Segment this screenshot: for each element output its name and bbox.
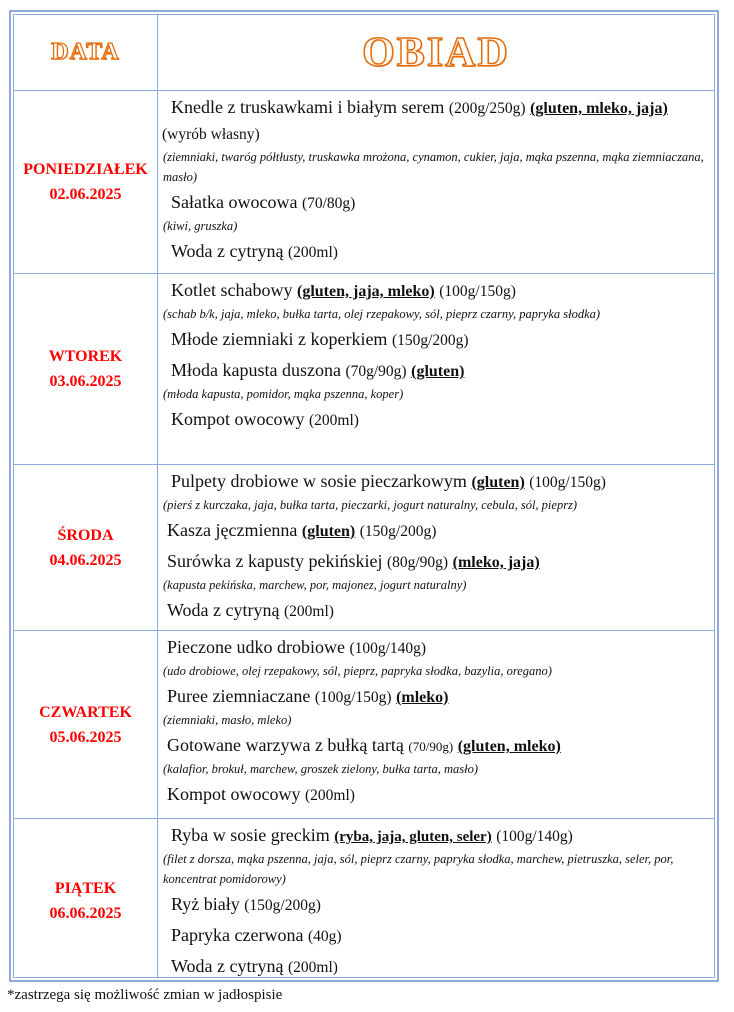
- footnote: *zastrzega się możliwość zmian w jadłospisie: [7, 987, 283, 1003]
- dish-name: Młoda kapusta duszona: [171, 360, 341, 380]
- dish-ingredients: (kapusta pekińska, marchew, por, majonez, jogurt naturalny): [163, 578, 467, 592]
- menu-items: [162, 95, 708, 265]
- dish-quantity: (200ml): [288, 959, 338, 976]
- dish: [162, 95, 708, 147]
- dish: [171, 327, 708, 353]
- day-row-thursday: [14, 631, 714, 819]
- day-date: 05.06.2025: [49, 728, 122, 746]
- dish-ingredients: (młoda kapusta, pomidor, mąka pszenna, koper): [163, 387, 404, 401]
- dish: [167, 733, 708, 759]
- dish-quantity: (200ml): [309, 412, 359, 429]
- dish-name: Kompot owocowy: [171, 409, 305, 429]
- dish-quantity: (100g/150g): [529, 474, 606, 491]
- dish: [171, 407, 708, 433]
- dish-quantity: (200ml): [284, 603, 334, 620]
- dish: [171, 190, 708, 216]
- dish-quantity: (150g/200g): [244, 897, 321, 914]
- dish-quantity: (70/80g): [301, 195, 356, 212]
- dish-allergens: (ryba, jaja, gluten, seler): [334, 829, 492, 845]
- dish-allergens: (gluten, mleko): [457, 738, 561, 755]
- menu-items: [162, 823, 708, 980]
- dish-ingredients: (schab b/k, jaja, mleko, bułka tarta, olej rzepakowy, sól, pieprz czarny, papryka słodka): [163, 307, 601, 321]
- day-row-monday: [14, 91, 714, 274]
- day-name: ŚRODA: [57, 526, 114, 544]
- dish: [167, 635, 708, 661]
- day-name: CZWARTEK: [39, 703, 132, 721]
- dish-quantity: (200ml): [305, 787, 355, 804]
- day-name: PIĄTEK: [54, 880, 117, 897]
- dish-name: Woda z cytryną: [167, 600, 280, 620]
- day-name: PONIEDZIAŁEK: [23, 161, 148, 178]
- dish: [171, 239, 708, 265]
- dish: [171, 923, 708, 949]
- dish-ingredients: (filet z dorsza, mąka pszenna, jaja, sól, pieprz czarny, papryka słodka, marchew, pietruszka, seler, por, koncentrat pomidorowy): [163, 852, 674, 886]
- dish-ingredients: (ziemniaki, masło, mleko): [163, 713, 292, 727]
- day-date: 03.06.2025: [49, 373, 122, 390]
- dish-name: Kotlet schabowy: [171, 280, 293, 300]
- dish-name: Knedle z truskawkami i białym serem: [171, 97, 445, 117]
- dish-allergens: (gluten, jaja, mleko): [296, 283, 435, 300]
- dish-name: Pulpety drobiowe w sosie pieczarkowym: [171, 471, 467, 491]
- dish-ingredients: (kalafior, brokuł, marchew, groszek zielony, bułka tarta, masło): [163, 762, 479, 776]
- dish-name: Woda z cytryną: [171, 241, 284, 261]
- menu-table-frame: [9, 10, 719, 982]
- dish: [171, 823, 708, 849]
- dish-ingredients: (pierś z kurczaka, jaja, bułka tarta, pieczarki, jogurt naturalny, cebula, sól, pieprz): [163, 498, 578, 512]
- dish-name: Pieczone udko drobiowe: [167, 637, 345, 657]
- dish-name: Kompot owocowy: [167, 784, 301, 804]
- dish: [167, 782, 708, 808]
- dish-quantity: (40g): [307, 928, 342, 945]
- dish: [167, 549, 708, 575]
- dish-allergens: (gluten): [471, 474, 525, 491]
- dish-note: (wyrób własny): [162, 126, 260, 143]
- dish-allergens: (gluten): [301, 523, 356, 540]
- dish-quantity: (200g/250g): [448, 100, 526, 117]
- menu-table: [13, 14, 715, 978]
- dish-quantity: (100g/140g): [349, 640, 427, 657]
- header-date: DATA: [51, 39, 120, 65]
- header-row: [14, 15, 714, 91]
- dish-quantity: (150g/200g): [391, 332, 469, 349]
- dish-name: Gotowane warzywa z bułką tartą: [167, 735, 404, 755]
- dish-quantity: (70/90g): [408, 739, 454, 754]
- dish-name: Papryka czerwona: [171, 925, 304, 945]
- dish-ingredients: (kiwi, gruszka): [163, 219, 238, 233]
- menu-items: [162, 278, 708, 433]
- dish: [171, 892, 708, 918]
- dish: [167, 598, 708, 624]
- day-date: 02.06.2025: [49, 186, 122, 203]
- dish-quantity: (100g/140g): [496, 828, 573, 845]
- dish: [171, 954, 708, 980]
- menu-items: [162, 469, 708, 624]
- dish-name: Surówka z kapusty pekińskiej: [167, 551, 383, 571]
- dish-allergens: (gluten): [411, 363, 465, 380]
- day-label: [14, 91, 157, 273]
- dish: [171, 358, 708, 384]
- dish-quantity: (150g/200g): [359, 523, 437, 540]
- dish-quantity: (100g/150g): [314, 689, 392, 706]
- dish-quantity: (100g/150g): [439, 283, 516, 300]
- dish-name: Młode ziemniaki z koperkiem: [171, 329, 388, 349]
- day-label: [14, 465, 157, 630]
- day-date: 06.06.2025: [49, 905, 122, 922]
- day-row-tuesday: [14, 274, 714, 465]
- dish-name: Puree ziemniaczane: [167, 686, 311, 706]
- dish-quantity: (80g/90g): [386, 554, 449, 571]
- dish-allergens: (gluten, mleko, jaja): [530, 100, 668, 117]
- dish-allergens: (mleko): [396, 689, 449, 706]
- dish: [171, 278, 708, 304]
- day-row-friday: [14, 819, 714, 983]
- dish-quantity: (70g/90g): [345, 363, 407, 380]
- dish-allergens: (mleko, jaja): [452, 554, 540, 571]
- dish: [167, 684, 708, 710]
- day-label: [14, 631, 157, 818]
- dish-quantity: (200ml): [288, 244, 338, 261]
- dish: [171, 469, 708, 495]
- day-row-wednesday: [14, 465, 714, 631]
- dish-name: Woda z cytryną: [171, 956, 284, 976]
- dish: [167, 518, 708, 544]
- dish-ingredients: (udo drobiowe, olej rzepakowy, sól, pieprz, papryka słodka, bazylia, oregano): [163, 664, 552, 678]
- day-label: [14, 274, 157, 464]
- day-date: 04.06.2025: [49, 551, 122, 569]
- dish-ingredients: (ziemniaki, twaróg półtłusty, truskawka mrożona, cynamon, cukier, jaja, mąka pszenna, mąka ziemniaczana, masło): [163, 150, 704, 184]
- header-lunch: OBIAD: [362, 29, 510, 76]
- menu-items: [162, 635, 708, 808]
- dish-name: Kasza jęczmienna: [167, 520, 298, 540]
- dish-name: Ryż biały: [171, 894, 240, 914]
- dish-name: Sałatka owocowa: [171, 192, 298, 212]
- dish-name: Ryba w sosie greckim: [171, 825, 330, 845]
- day-label: [14, 819, 157, 983]
- day-name: WTOREK: [48, 348, 123, 365]
